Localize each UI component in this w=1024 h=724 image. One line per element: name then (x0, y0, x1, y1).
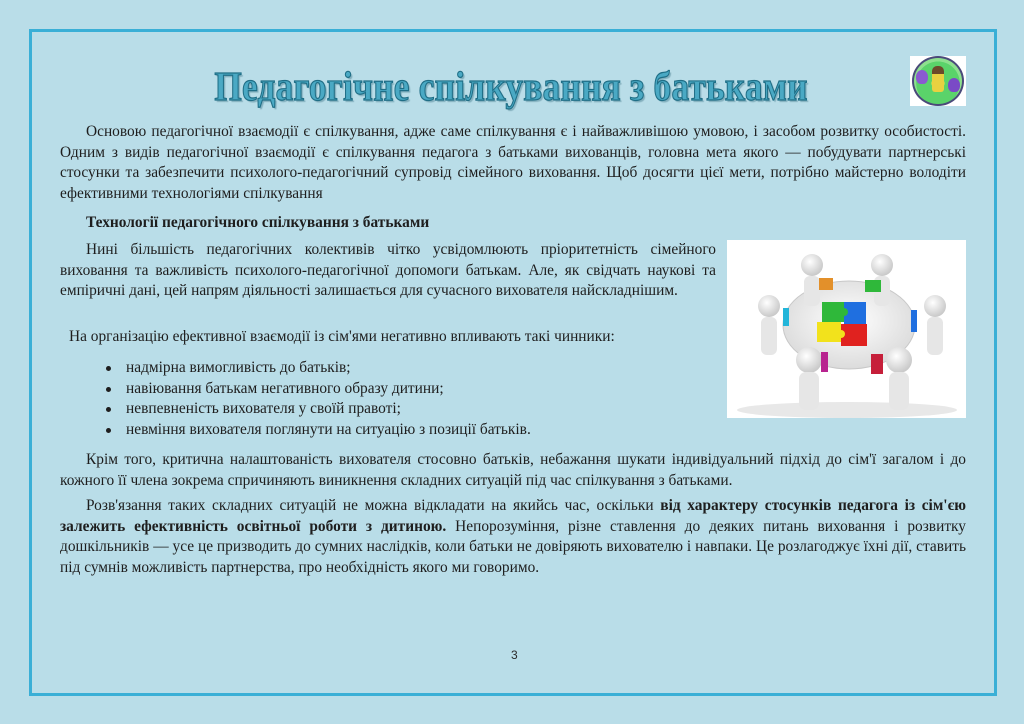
paragraph-moreover: Крім того, критична налаштованість вихователя стосовно батьків, небажання шукати індивідуальний підхід до сім'ї загалом і до кожного її члена зокрема спричиняють виникнення складних ситуацій під час спілкування з батьками. (60, 451, 966, 489)
resolution-emphasis: від характеру стосунків педагога із сім'єю залежить ефективність освітньої роботи з дитиною. (60, 497, 966, 535)
list-item (104, 358, 531, 379)
resolution-text-end: Непорозуміння, різне ставлення до деяких питань виховання і розвитку дошкільників — усе це призводить до сумних наслідків, коли батьки не довіряють вихователю і навпаки. Це розлагоджує їхні дії, ставить під сумнів можливість партнерства, про необхідність якого ми говоримо. (60, 517, 966, 576)
flower-icon (916, 70, 928, 84)
list-item (104, 399, 531, 420)
paragraph-factors-intro: На організацію ефективної взаємодії із сім'ями негативно впливають такі чинники: (69, 328, 615, 345)
bullet-icon (106, 366, 111, 371)
bullet-icon (106, 387, 111, 392)
page-number: 3 (511, 648, 518, 662)
section-heading: Технології педагогічного спілкування з батьками (86, 214, 430, 231)
list-item-text: навіювання батькам негативного образу дитини; (126, 379, 444, 397)
paragraph-intro: Основою педагогічної взаємодії є спілкування, адже саме спілкування є і найважливішою умовою, і засобом розвитку особистості. Одним з видів педагогічної взаємодії є спілкування педагога з батьками вихованців, головна мета якого — побудувати партнерські стосунки та забезпечити психолого-педагогічний супровід сімейного виховання. Щоб досягти цієї мети, потрібно майстерно володіти ефективними технологіями спілкування (60, 123, 966, 202)
list-item-text: надмірна вимогливість до батьків; (126, 359, 351, 376)
child-figure-icon (932, 66, 944, 92)
emblem-circle (912, 56, 964, 106)
list-item (104, 420, 531, 441)
page-title: Педагогічне спілкування з батьками (214, 63, 808, 109)
teamwork-puzzle-illustration (727, 240, 966, 418)
bullet-icon (106, 407, 111, 412)
flower-icon (948, 78, 960, 92)
list-item (104, 379, 531, 400)
resolution-text-start: Розв'язання таких складних ситуацій не можна відкладати на якийсь час, оскільки (86, 497, 661, 514)
factors-list (104, 358, 531, 440)
list-item-text: невміння вихователя поглянути на ситуацію з позиції батьків. (126, 420, 531, 438)
kindergarten-emblem-icon (910, 56, 966, 106)
paragraph-current-state: Нині більшість педагогічних колективів чітко усвідомлюють пріоритетність сімейного виховання та важливість психолого-педагогічної допомоги батькам. Але, як свідчать наукові та емпіричні дані, цей напрям діяльності залишається для сучасного вихователя найскладнішим. (60, 241, 716, 299)
paragraph-resolution (60, 496, 966, 578)
bullet-icon (106, 428, 111, 433)
list-item-text: невпевненість вихователя у своїй правоті; (126, 400, 401, 417)
puzzle-table-image (727, 240, 966, 418)
